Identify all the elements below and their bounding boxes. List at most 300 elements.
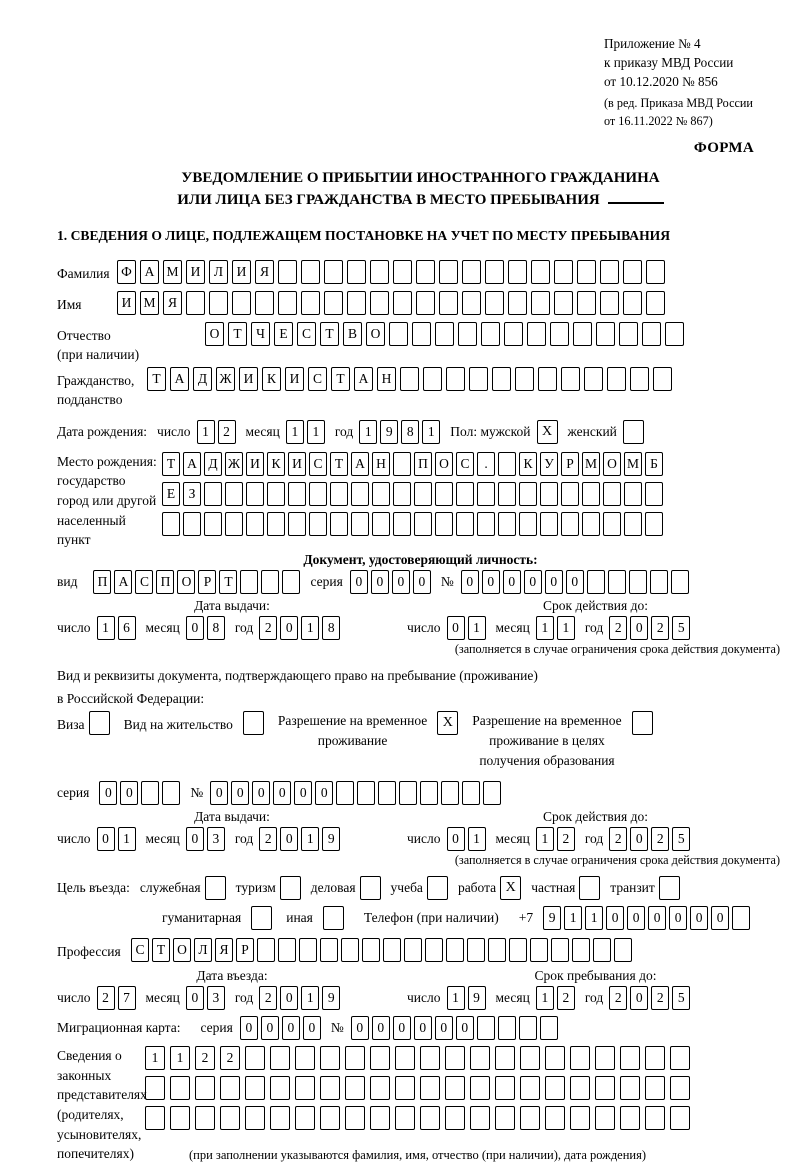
- char-cell[interactable]: 6: [118, 616, 136, 640]
- char-cell[interactable]: [170, 1106, 190, 1130]
- char-cell[interactable]: 0: [503, 570, 521, 594]
- char-cell[interactable]: [257, 938, 275, 962]
- char-cell[interactable]: [345, 1076, 365, 1100]
- char-cell[interactable]: 2: [609, 616, 627, 640]
- char-cell[interactable]: [538, 367, 557, 391]
- char-cell[interactable]: [670, 1046, 690, 1070]
- char-cell[interactable]: 0: [392, 570, 410, 594]
- char-cell[interactable]: [414, 482, 432, 506]
- char-cell[interactable]: [393, 482, 411, 506]
- char-cell[interactable]: .: [477, 452, 495, 476]
- char-cell[interactable]: 0: [350, 570, 368, 594]
- char-cell[interactable]: [393, 452, 411, 476]
- char-cell[interactable]: [389, 322, 408, 346]
- char-cell[interactable]: И: [117, 291, 136, 315]
- char-cell[interactable]: 8: [322, 616, 340, 640]
- char-cell[interactable]: С: [309, 452, 327, 476]
- char-cell[interactable]: [362, 938, 380, 962]
- char-cell[interactable]: 1: [301, 827, 319, 851]
- char-cell[interactable]: [246, 512, 264, 536]
- char-cell[interactable]: [420, 1046, 440, 1070]
- char-cell[interactable]: [435, 322, 454, 346]
- char-cell[interactable]: [469, 367, 488, 391]
- char-cell[interactable]: 0: [231, 781, 249, 805]
- char-cell[interactable]: 2: [609, 986, 627, 1010]
- char-cell[interactable]: 5: [672, 827, 690, 851]
- char-cell[interactable]: 2: [651, 827, 669, 851]
- char-cell[interactable]: 1: [197, 420, 215, 444]
- char-cell[interactable]: [245, 1076, 265, 1100]
- char-cell[interactable]: М: [624, 452, 642, 476]
- char-cell[interactable]: Т: [331, 367, 350, 391]
- char-cell[interactable]: Я: [255, 260, 274, 284]
- char-cell[interactable]: И: [239, 367, 258, 391]
- char-cell[interactable]: Н: [372, 452, 390, 476]
- char-cell[interactable]: [220, 1076, 240, 1100]
- char-cell[interactable]: [372, 482, 390, 506]
- char-cell[interactable]: 2: [651, 616, 669, 640]
- char-cell[interactable]: [295, 1076, 315, 1100]
- char-cell[interactable]: П: [414, 452, 432, 476]
- char-cell[interactable]: 0: [566, 570, 584, 594]
- char-cell[interactable]: [309, 482, 327, 506]
- char-cell[interactable]: [545, 1106, 565, 1130]
- char-cell[interactable]: Ч: [251, 322, 270, 346]
- char-cell[interactable]: 0: [303, 1016, 321, 1040]
- char-cell[interactable]: [404, 938, 422, 962]
- char-cell[interactable]: Н: [377, 367, 396, 391]
- char-cell[interactable]: [630, 367, 649, 391]
- char-cell[interactable]: [370, 1076, 390, 1100]
- char-cell[interactable]: 0: [280, 986, 298, 1010]
- char-cell[interactable]: 1: [118, 827, 136, 851]
- char-cell[interactable]: [162, 512, 180, 536]
- checkbox-purpose-other[interactable]: [323, 906, 344, 930]
- char-cell[interactable]: [488, 938, 506, 962]
- char-cell[interactable]: [456, 512, 474, 536]
- char-cell[interactable]: П: [156, 570, 174, 594]
- char-cell[interactable]: Р: [561, 452, 579, 476]
- char-cell[interactable]: 1: [536, 616, 554, 640]
- char-cell[interactable]: [240, 570, 258, 594]
- char-cell[interactable]: Т: [147, 367, 166, 391]
- char-cell[interactable]: [570, 1046, 590, 1070]
- checkbox-edu-permit[interactable]: [632, 711, 653, 735]
- char-cell[interactable]: [278, 938, 296, 962]
- char-cell[interactable]: [372, 512, 390, 536]
- char-cell[interactable]: [508, 260, 527, 284]
- char-cell[interactable]: [624, 512, 642, 536]
- char-cell[interactable]: [245, 1106, 265, 1130]
- char-cell[interactable]: 1: [536, 827, 554, 851]
- char-cell[interactable]: 0: [371, 570, 389, 594]
- char-cell[interactable]: [324, 260, 343, 284]
- char-cell[interactable]: [485, 291, 504, 315]
- char-cell[interactable]: [504, 322, 523, 346]
- char-cell[interactable]: [527, 322, 546, 346]
- char-cell[interactable]: [347, 260, 366, 284]
- char-cell[interactable]: А: [351, 452, 369, 476]
- char-cell[interactable]: [492, 367, 511, 391]
- char-cell[interactable]: [530, 938, 548, 962]
- char-cell[interactable]: [395, 1076, 415, 1100]
- char-cell[interactable]: [299, 938, 317, 962]
- char-cell[interactable]: 0: [186, 616, 204, 640]
- char-cell[interactable]: [295, 1046, 315, 1070]
- char-cell[interactable]: 0: [97, 827, 115, 851]
- char-cell[interactable]: 9: [543, 906, 561, 930]
- char-cell[interactable]: 0: [648, 906, 666, 930]
- char-cell[interactable]: Е: [162, 482, 180, 506]
- char-cell[interactable]: 0: [372, 1016, 390, 1040]
- char-cell[interactable]: 0: [413, 570, 431, 594]
- char-cell[interactable]: А: [140, 260, 159, 284]
- char-cell[interactable]: [301, 260, 320, 284]
- char-cell[interactable]: [550, 322, 569, 346]
- char-cell[interactable]: [400, 367, 419, 391]
- char-cell[interactable]: 1: [564, 906, 582, 930]
- char-cell[interactable]: [520, 1106, 540, 1130]
- char-cell[interactable]: 0: [393, 1016, 411, 1040]
- char-cell[interactable]: [324, 291, 343, 315]
- char-cell[interactable]: И: [246, 452, 264, 476]
- char-cell[interactable]: [607, 367, 626, 391]
- char-cell[interactable]: [554, 291, 573, 315]
- char-cell[interactable]: 0: [99, 781, 117, 805]
- char-cell[interactable]: [646, 291, 665, 315]
- char-cell[interactable]: [467, 938, 485, 962]
- char-cell[interactable]: 0: [447, 616, 465, 640]
- char-cell[interactable]: А: [114, 570, 132, 594]
- char-cell[interactable]: Т: [228, 322, 247, 346]
- char-cell[interactable]: [515, 367, 534, 391]
- char-cell[interactable]: [351, 512, 369, 536]
- char-cell[interactable]: [603, 482, 621, 506]
- char-cell[interactable]: 0: [461, 570, 479, 594]
- char-cell[interactable]: 1: [468, 616, 486, 640]
- char-cell[interactable]: [341, 938, 359, 962]
- char-cell[interactable]: Р: [198, 570, 216, 594]
- char-cell[interactable]: [495, 1076, 515, 1100]
- char-cell[interactable]: [477, 482, 495, 506]
- char-cell[interactable]: [477, 1016, 495, 1040]
- char-cell[interactable]: Т: [330, 452, 348, 476]
- char-cell[interactable]: [596, 322, 615, 346]
- char-cell[interactable]: 1: [585, 906, 603, 930]
- char-cell[interactable]: О: [177, 570, 195, 594]
- char-cell[interactable]: Т: [320, 322, 339, 346]
- char-cell[interactable]: [141, 781, 159, 805]
- char-cell[interactable]: [462, 781, 480, 805]
- char-cell[interactable]: О: [205, 322, 224, 346]
- char-cell[interactable]: [209, 291, 228, 315]
- char-cell[interactable]: [414, 512, 432, 536]
- char-cell[interactable]: [619, 322, 638, 346]
- char-cell[interactable]: 0: [447, 827, 465, 851]
- char-cell[interactable]: 2: [218, 420, 236, 444]
- char-cell[interactable]: М: [140, 291, 159, 315]
- char-cell[interactable]: 0: [210, 781, 228, 805]
- char-cell[interactable]: С: [308, 367, 327, 391]
- char-cell[interactable]: С: [297, 322, 316, 346]
- char-cell[interactable]: У: [540, 452, 558, 476]
- char-cell[interactable]: О: [366, 322, 385, 346]
- char-cell[interactable]: [301, 291, 320, 315]
- char-cell[interactable]: [582, 512, 600, 536]
- char-cell[interactable]: [423, 367, 442, 391]
- char-cell[interactable]: 0: [280, 616, 298, 640]
- char-cell[interactable]: [145, 1076, 165, 1100]
- char-cell[interactable]: [561, 482, 579, 506]
- char-cell[interactable]: [278, 260, 297, 284]
- char-cell[interactable]: [370, 291, 389, 315]
- char-cell[interactable]: 2: [195, 1046, 215, 1070]
- char-cell[interactable]: 1: [447, 986, 465, 1010]
- char-cell[interactable]: [412, 322, 431, 346]
- char-cell[interactable]: [320, 938, 338, 962]
- checkbox-purpose-tourism[interactable]: [280, 876, 301, 900]
- char-cell[interactable]: [278, 291, 297, 315]
- char-cell[interactable]: [456, 482, 474, 506]
- char-cell[interactable]: [540, 512, 558, 536]
- char-cell[interactable]: Ф: [117, 260, 136, 284]
- char-cell[interactable]: [446, 367, 465, 391]
- char-cell[interactable]: [370, 260, 389, 284]
- char-cell[interactable]: 0: [280, 827, 298, 851]
- char-cell[interactable]: [645, 1076, 665, 1100]
- char-cell[interactable]: [498, 482, 516, 506]
- char-cell[interactable]: [545, 1046, 565, 1070]
- char-cell[interactable]: [584, 367, 603, 391]
- char-cell[interactable]: 0: [273, 781, 291, 805]
- char-cell[interactable]: [246, 482, 264, 506]
- char-cell[interactable]: [345, 1046, 365, 1070]
- char-cell[interactable]: [508, 291, 527, 315]
- char-cell[interactable]: 0: [294, 781, 312, 805]
- char-cell[interactable]: Ж: [216, 367, 235, 391]
- char-cell[interactable]: [577, 260, 596, 284]
- char-cell[interactable]: [477, 512, 495, 536]
- char-cell[interactable]: [162, 781, 180, 805]
- char-cell[interactable]: [232, 291, 251, 315]
- char-cell[interactable]: Я: [163, 291, 182, 315]
- char-cell[interactable]: [595, 1076, 615, 1100]
- char-cell[interactable]: 2: [609, 827, 627, 851]
- char-cell[interactable]: 9: [468, 986, 486, 1010]
- char-cell[interactable]: [336, 781, 354, 805]
- char-cell[interactable]: [670, 1106, 690, 1130]
- char-cell[interactable]: М: [163, 260, 182, 284]
- char-cell[interactable]: [295, 1106, 315, 1130]
- char-cell[interactable]: [204, 512, 222, 536]
- char-cell[interactable]: 3: [207, 986, 225, 1010]
- char-cell[interactable]: [351, 482, 369, 506]
- char-cell[interactable]: [267, 482, 285, 506]
- char-cell[interactable]: 7: [118, 986, 136, 1010]
- char-cell[interactable]: В: [343, 322, 362, 346]
- char-cell[interactable]: 0: [630, 827, 648, 851]
- char-cell[interactable]: 2: [651, 986, 669, 1010]
- char-cell[interactable]: Я: [215, 938, 233, 962]
- checkbox-purpose-transit[interactable]: [659, 876, 680, 900]
- char-cell[interactable]: 0: [261, 1016, 279, 1040]
- char-cell[interactable]: 0: [240, 1016, 258, 1040]
- char-cell[interactable]: А: [354, 367, 373, 391]
- char-cell[interactable]: 0: [186, 827, 204, 851]
- char-cell[interactable]: А: [170, 367, 189, 391]
- char-cell[interactable]: [378, 781, 396, 805]
- char-cell[interactable]: [347, 291, 366, 315]
- char-cell[interactable]: [595, 1046, 615, 1070]
- char-cell[interactable]: [483, 781, 501, 805]
- checkbox-temp-permit[interactable]: X: [437, 711, 458, 735]
- char-cell[interactable]: 1: [301, 616, 319, 640]
- char-cell[interactable]: [393, 291, 412, 315]
- char-cell[interactable]: [570, 1076, 590, 1100]
- char-cell[interactable]: [554, 260, 573, 284]
- char-cell[interactable]: З: [183, 482, 201, 506]
- char-cell[interactable]: И: [186, 260, 205, 284]
- char-cell[interactable]: [395, 1046, 415, 1070]
- char-cell[interactable]: [623, 260, 642, 284]
- char-cell[interactable]: [195, 1076, 215, 1100]
- char-cell[interactable]: Т: [219, 570, 237, 594]
- char-cell[interactable]: [520, 1076, 540, 1100]
- char-cell[interactable]: 0: [545, 570, 563, 594]
- char-cell[interactable]: [603, 512, 621, 536]
- char-cell[interactable]: 5: [672, 986, 690, 1010]
- char-cell[interactable]: 1: [536, 986, 554, 1010]
- char-cell[interactable]: [282, 570, 300, 594]
- char-cell[interactable]: 0: [669, 906, 687, 930]
- char-cell[interactable]: 0: [690, 906, 708, 930]
- char-cell[interactable]: [573, 322, 592, 346]
- checkbox-purpose-official[interactable]: [205, 876, 226, 900]
- char-cell[interactable]: [320, 1106, 340, 1130]
- char-cell[interactable]: 0: [351, 1016, 369, 1040]
- char-cell[interactable]: [425, 938, 443, 962]
- char-cell[interactable]: 2: [557, 986, 575, 1010]
- char-cell[interactable]: 1: [301, 986, 319, 1010]
- char-cell[interactable]: 0: [627, 906, 645, 930]
- char-cell[interactable]: [620, 1076, 640, 1100]
- char-cell[interactable]: [653, 367, 672, 391]
- char-cell[interactable]: 0: [282, 1016, 300, 1040]
- char-cell[interactable]: [519, 512, 537, 536]
- char-cell[interactable]: [370, 1106, 390, 1130]
- char-cell[interactable]: [570, 1106, 590, 1130]
- char-cell[interactable]: [629, 570, 647, 594]
- char-cell[interactable]: 2: [259, 986, 277, 1010]
- char-cell[interactable]: [519, 1016, 537, 1040]
- char-cell[interactable]: [170, 1076, 190, 1100]
- char-cell[interactable]: 1: [145, 1046, 165, 1070]
- char-cell[interactable]: [446, 938, 464, 962]
- char-cell[interactable]: [572, 938, 590, 962]
- char-cell[interactable]: Д: [204, 452, 222, 476]
- char-cell[interactable]: [646, 260, 665, 284]
- char-cell[interactable]: 9: [380, 420, 398, 444]
- char-cell[interactable]: 0: [252, 781, 270, 805]
- char-cell[interactable]: [577, 291, 596, 315]
- char-cell[interactable]: [225, 512, 243, 536]
- char-cell[interactable]: [439, 260, 458, 284]
- char-cell[interactable]: [309, 512, 327, 536]
- char-cell[interactable]: К: [267, 452, 285, 476]
- char-cell[interactable]: [288, 512, 306, 536]
- char-cell[interactable]: [183, 512, 201, 536]
- char-cell[interactable]: [531, 291, 550, 315]
- char-cell[interactable]: 2: [557, 827, 575, 851]
- checkbox-purpose-work[interactable]: X: [500, 876, 521, 900]
- char-cell[interactable]: [671, 570, 689, 594]
- char-cell[interactable]: [445, 1106, 465, 1130]
- char-cell[interactable]: [498, 452, 516, 476]
- char-cell[interactable]: [439, 291, 458, 315]
- char-cell[interactable]: [420, 1076, 440, 1100]
- char-cell[interactable]: 2: [259, 616, 277, 640]
- char-cell[interactable]: 0: [524, 570, 542, 594]
- char-cell[interactable]: М: [582, 452, 600, 476]
- checkbox-residence-permit[interactable]: [243, 711, 264, 735]
- char-cell[interactable]: П: [93, 570, 111, 594]
- char-cell[interactable]: [270, 1046, 290, 1070]
- char-cell[interactable]: [620, 1106, 640, 1130]
- char-cell[interactable]: [470, 1076, 490, 1100]
- char-cell[interactable]: [608, 570, 626, 594]
- char-cell[interactable]: [593, 938, 611, 962]
- char-cell[interactable]: [561, 512, 579, 536]
- char-cell[interactable]: [520, 1046, 540, 1070]
- char-cell[interactable]: 0: [186, 986, 204, 1010]
- char-cell[interactable]: 0: [414, 1016, 432, 1040]
- char-cell[interactable]: [255, 291, 274, 315]
- char-cell[interactable]: 0: [456, 1016, 474, 1040]
- char-cell[interactable]: [551, 938, 569, 962]
- char-cell[interactable]: С: [456, 452, 474, 476]
- char-cell[interactable]: [665, 322, 684, 346]
- checkbox-sex-female[interactable]: [623, 420, 644, 444]
- char-cell[interactable]: О: [435, 452, 453, 476]
- char-cell[interactable]: [614, 938, 632, 962]
- char-cell[interactable]: [330, 482, 348, 506]
- char-cell[interactable]: 0: [630, 986, 648, 1010]
- char-cell[interactable]: 0: [315, 781, 333, 805]
- char-cell[interactable]: [624, 482, 642, 506]
- char-cell[interactable]: [587, 570, 605, 594]
- char-cell[interactable]: [330, 512, 348, 536]
- checkbox-purpose-private[interactable]: [579, 876, 600, 900]
- char-cell[interactable]: [481, 322, 500, 346]
- char-cell[interactable]: [458, 322, 477, 346]
- char-cell[interactable]: [732, 906, 750, 930]
- char-cell[interactable]: Б: [645, 452, 663, 476]
- char-cell[interactable]: [531, 260, 550, 284]
- char-cell[interactable]: 1: [557, 616, 575, 640]
- char-cell[interactable]: [393, 260, 412, 284]
- char-cell[interactable]: [395, 1106, 415, 1130]
- char-cell[interactable]: 1: [307, 420, 325, 444]
- char-cell[interactable]: О: [173, 938, 191, 962]
- char-cell[interactable]: [462, 260, 481, 284]
- checkbox-visa[interactable]: [89, 711, 110, 735]
- char-cell[interactable]: [445, 1046, 465, 1070]
- char-cell[interactable]: [261, 570, 279, 594]
- char-cell[interactable]: 1: [97, 616, 115, 640]
- char-cell[interactable]: [270, 1076, 290, 1100]
- char-cell[interactable]: Д: [193, 367, 212, 391]
- char-cell[interactable]: 0: [711, 906, 729, 930]
